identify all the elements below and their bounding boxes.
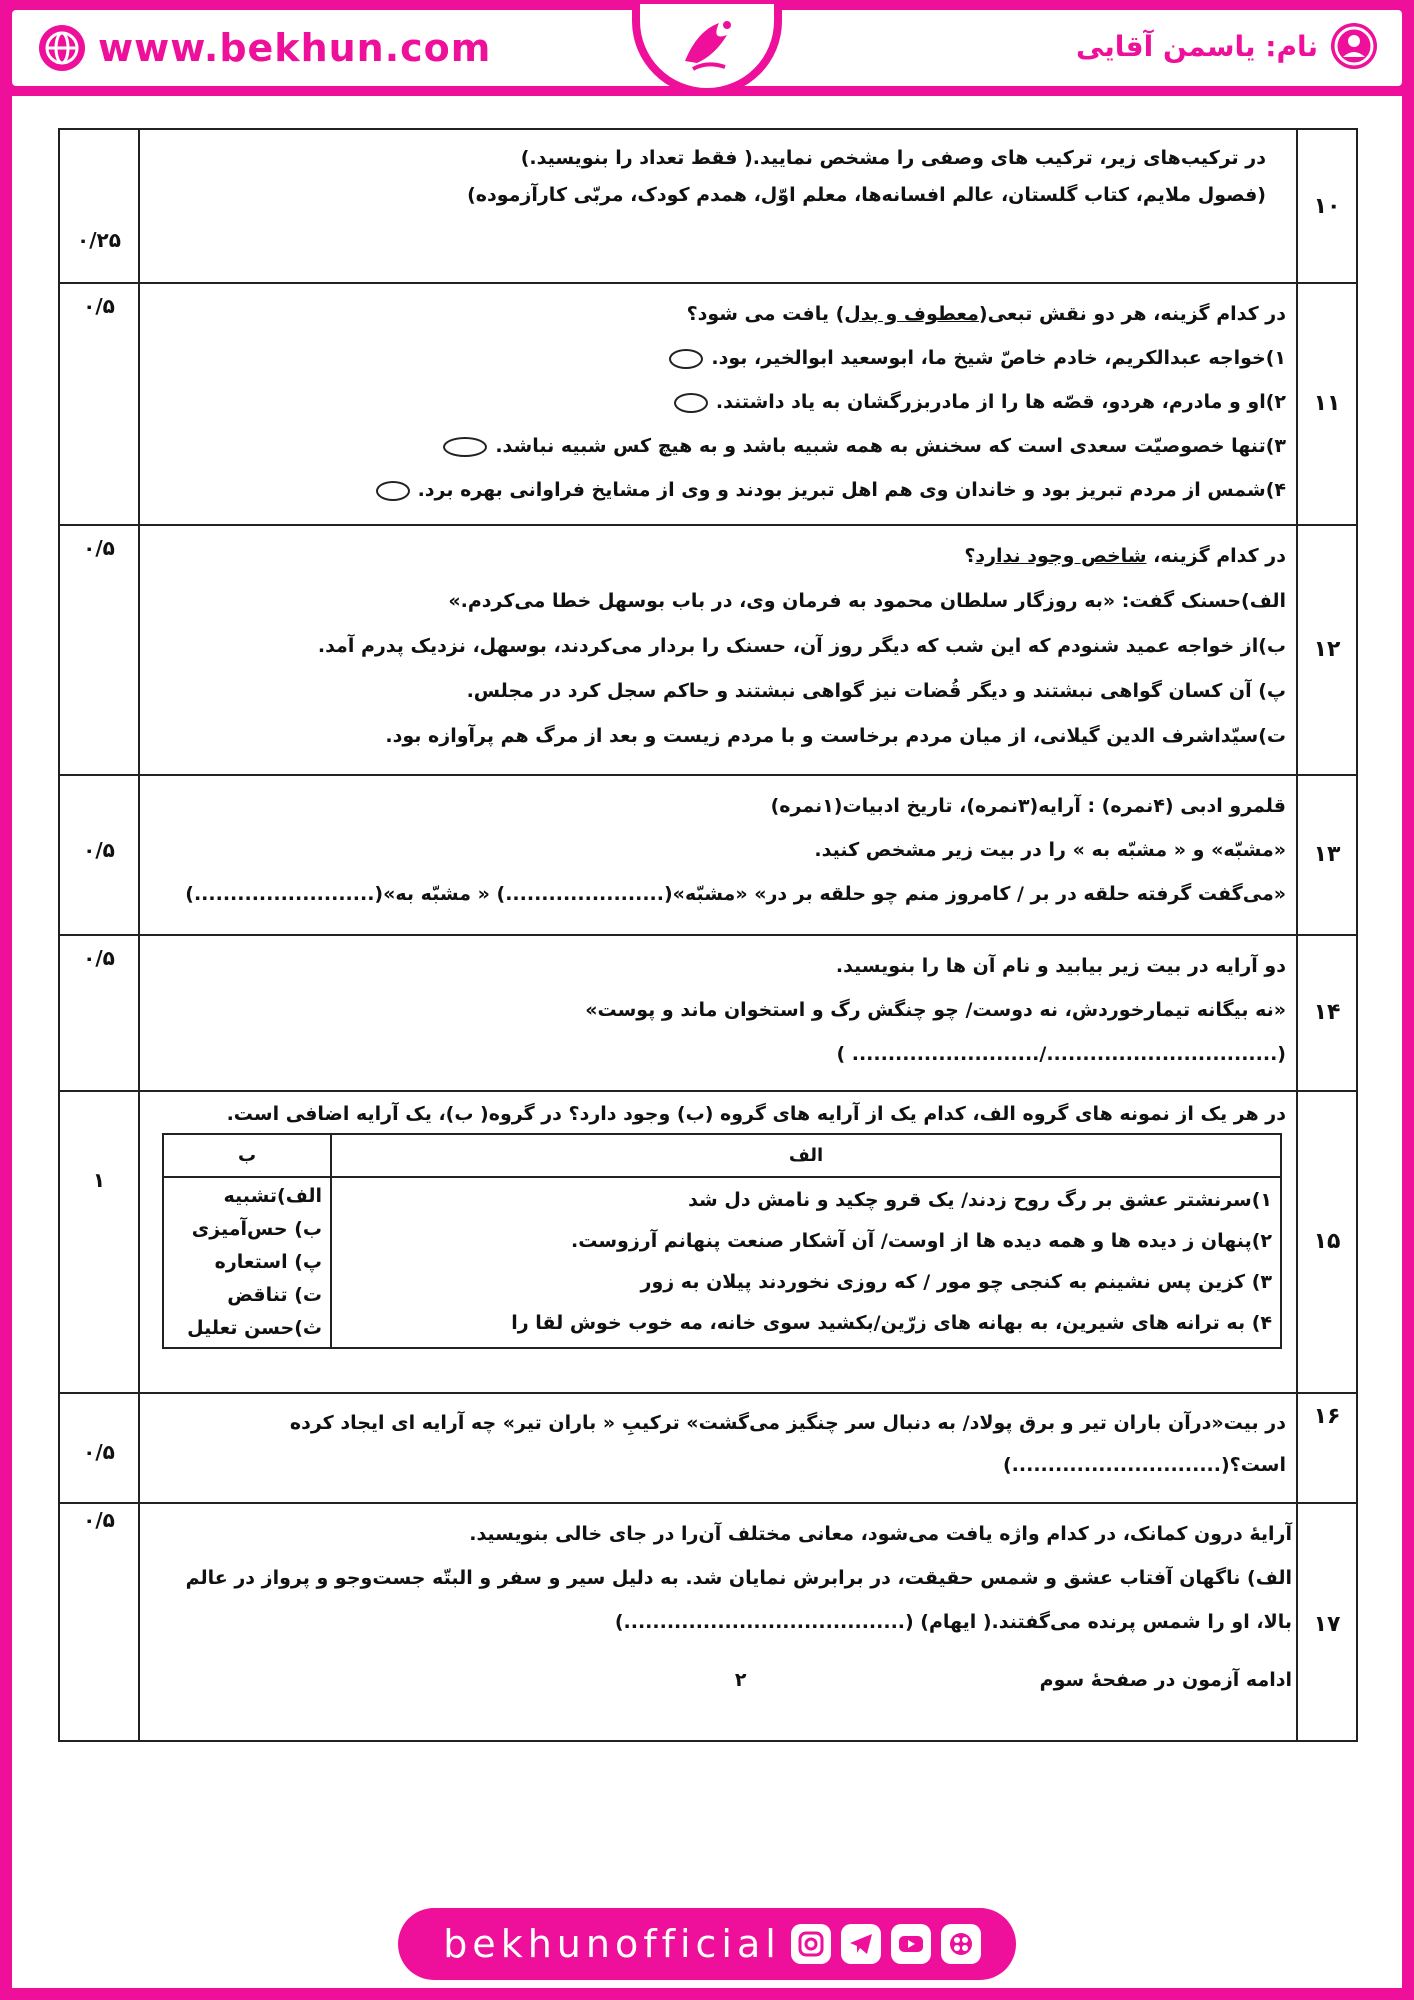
- question-text: دو آرایه در بیت زیر بیابید و نام آن ها را بنویسید.: [835, 955, 1286, 977]
- aparat-icon[interactable]: [941, 1924, 981, 1964]
- globe-icon: [36, 22, 88, 74]
- verse: «نه بیگانه تیمارخوردش، نه دوست/ چو چنگش رگ و استخوان ماند و پوست»: [585, 999, 1286, 1021]
- question-text: (فصول ملایم، کتاب گلستان، عالم افسانه‌ها، معلم اوّل، همدم کودک، مربّی کارآزموده): [467, 184, 1266, 206]
- question-row-12: [60, 524, 1356, 776]
- question-number: ۱۱: [1296, 282, 1356, 524]
- question-score: ۰/۵: [60, 934, 140, 1090]
- continue-text: ادامه آزمون در صفحۀ سوم: [1039, 1669, 1292, 1691]
- option-2[interactable]: ۲)او و مادرم، هردو، قصّه ها را از مادربزرگشان به یاد داشتند.: [150, 380, 1286, 424]
- question-text: در هر یک از نمونه های گروه الف، کدام یک از آرایه های گروه (ب) وجود دارد؟ در گروه( ب)، یک آرایه اضافی است.: [226, 1103, 1286, 1125]
- user-icon: [1328, 20, 1380, 72]
- item-a-4: ۴) به ترانه های شیرین، به بهانه های زرّین/بکشید سوی خانه، مه خوب خوش لقا را: [511, 1312, 1272, 1334]
- question-prompt: در کدام گزینه، شاخص وجود ندارد؟: [964, 545, 1286, 567]
- answer-oval[interactable]: [443, 437, 487, 457]
- continue-note: [146, 1658, 1292, 1702]
- site-url[interactable]: [36, 22, 491, 74]
- question-score: ۰/۵: [60, 774, 140, 934]
- answer-blank[interactable]: است؟(.............................): [1002, 1454, 1286, 1476]
- question-row-10: [60, 130, 1356, 284]
- question-number: ۱۶: [1296, 1392, 1356, 1502]
- question-number: ۱۴: [1296, 934, 1356, 1090]
- question-row-14: [60, 934, 1356, 1092]
- option-1[interactable]: الف)حسنک گفت: «به روزگار سلطان محمود به فرمان وی، در باب بوسهل خطا می‌کردم.»: [448, 590, 1286, 612]
- question-score: ۰/۵: [60, 282, 140, 524]
- option-4[interactable]: ۴)شمس از مردم تبریز بود و خاندان وی هم اهل تبریز بودند و وی از مشایخ فراوانی بهره برد.: [150, 468, 1286, 512]
- social-handle[interactable]: bekhunofficial: [443, 1922, 781, 1966]
- header-bar: [0, 0, 1414, 96]
- question-row-13: [60, 774, 1356, 936]
- question-score: ۰/۵: [60, 524, 140, 774]
- matching-table: [162, 1133, 1282, 1349]
- section-title: قلمرو ادبی (۴نمره) : آرایه(۳نمره)، تاریخ ادبیات(۱نمره): [770, 795, 1286, 817]
- instagram-icon[interactable]: [791, 1924, 831, 1964]
- page-number: ۲: [734, 1669, 747, 1691]
- item-a-1: ۱)سرنشتر عشق بر رگ روح زدند/ یک قرو چکید و نامش دل شد: [688, 1189, 1272, 1211]
- answer-blank[interactable]: بالا، او را شمس پرنده می‌گفتند.( ایهام) (.......................................): [614, 1611, 1292, 1633]
- site-url-text: www.bekhun.com: [98, 26, 492, 70]
- answer-blank[interactable]: (................................/.......................... ): [836, 1043, 1286, 1065]
- item-b-1: الف)تشبیه: [223, 1185, 322, 1207]
- item-b-3: پ) استعاره: [214, 1251, 322, 1273]
- student-name: [1076, 20, 1380, 72]
- item-b-5: ث)حسن تعلیل: [187, 1317, 322, 1339]
- question-number: ۱۵: [1296, 1090, 1356, 1392]
- question-row-16: [60, 1392, 1356, 1504]
- question-prompt: در کدام گزینه، هر دو نقش تبعی(معطوف و بدل) یافت می شود؟: [686, 303, 1286, 325]
- question-text: الف) ناگهان آفتاب عشق و شمس حقیقت، در برابرش نمایان شد. به دلیل سیر و سفر و البتّه جست‌وجو و پرواز در عالم: [185, 1567, 1292, 1589]
- question-score: ۰/۲۵: [60, 130, 140, 282]
- question-text: در بیت«درآن باران تیر و برق پولاد/ به دنبال سر چنگیز می‌گشت» ترکیبِ « باران تیر» چه آرایه ای ایجاد کرده: [289, 1412, 1286, 1434]
- item-a-3: ۳) کزین پس نشینم به کنجی چو مور / که روزی نخوردند پیلان به زور: [640, 1271, 1272, 1293]
- question-text: آرایۀ درون کمانک، در کدام واژه یافت می‌شود، معانی مختلف آن‌را در جای خالی بنویسید.: [469, 1523, 1292, 1545]
- question-text: «مشبّه» و « مشبّه به » را در بیت زیر مشخص کنید.: [814, 839, 1286, 861]
- option-3[interactable]: ۳)تنها خصوصیّت سعدی است که سخنش به همه شبیه باشد و به هیچ کس شبیه نباشد.: [150, 424, 1286, 468]
- answer-oval[interactable]: [674, 393, 708, 413]
- question-row-17: [60, 1502, 1356, 1740]
- answer-oval[interactable]: [376, 481, 410, 501]
- telegram-icon[interactable]: [841, 1924, 881, 1964]
- answer-oval[interactable]: [669, 349, 703, 369]
- item-b-4: ت) تناقض: [227, 1284, 322, 1306]
- verse-with-blanks[interactable]: «می‌گفت گرفته حلقه در بر / کامروز منم چو حلقه بر در» «مشبّه»(......................) « مشبّه به»(.........................): [185, 883, 1286, 905]
- question-score: ۰/۵: [60, 1502, 140, 1740]
- question-row-15: [60, 1090, 1356, 1394]
- exam-table: [58, 128, 1358, 1742]
- option-2[interactable]: ب)از خواجه عمید شنودم که این شب که دیگر روز آن، حسنک را بردار می‌کردند، بوسهل، نزدیک پدرم آمد.: [317, 635, 1286, 657]
- question-number: ۱۷: [1296, 1502, 1356, 1740]
- column-a-header: الف: [331, 1134, 1281, 1177]
- option-3[interactable]: پ) آن کسان گواهی نبشتند و دیگر قُضات نیز گواهی نبشتند و حاکم سجل کرد در مجلس.: [466, 680, 1286, 702]
- question-number: ۱۰: [1296, 130, 1356, 282]
- column-b-header: ب: [163, 1134, 331, 1177]
- question-number: ۱۲: [1296, 524, 1356, 774]
- question-row-11: [60, 282, 1356, 526]
- item-a-2: ۲)پنهان ز دیده ها و همه دیده ها از اوست/ آن آشکار صنعت پنهانم آرزوست.: [571, 1230, 1272, 1252]
- option-1[interactable]: ۱)خواجه عبدالکریم، خادم خاصّ شیخ ما، ابوسعید ابوالخیر، بود.: [150, 336, 1286, 380]
- item-b-2: ب) حس‌آمیزی: [191, 1218, 322, 1240]
- question-score: ۱: [60, 1090, 140, 1392]
- question-text: در ترکیب‌های زیر، ترکیب های وصفی را مشخص نمایید.( فقط تعداد را بنویسید.): [520, 147, 1266, 169]
- student-name-text: نام: یاسمن آقایی: [1075, 29, 1318, 63]
- question-number: ۱۳: [1296, 774, 1356, 934]
- social-footer: [398, 1908, 1016, 1980]
- question-score: ۰/۵: [60, 1392, 140, 1502]
- youtube-icon[interactable]: [891, 1924, 931, 1964]
- option-4[interactable]: ت)سیّداشرف الدین گیلانی، از میان مردم برخاست و با مردم زیست و بعد از مرگ هم پرآوازه بود.: [385, 725, 1286, 747]
